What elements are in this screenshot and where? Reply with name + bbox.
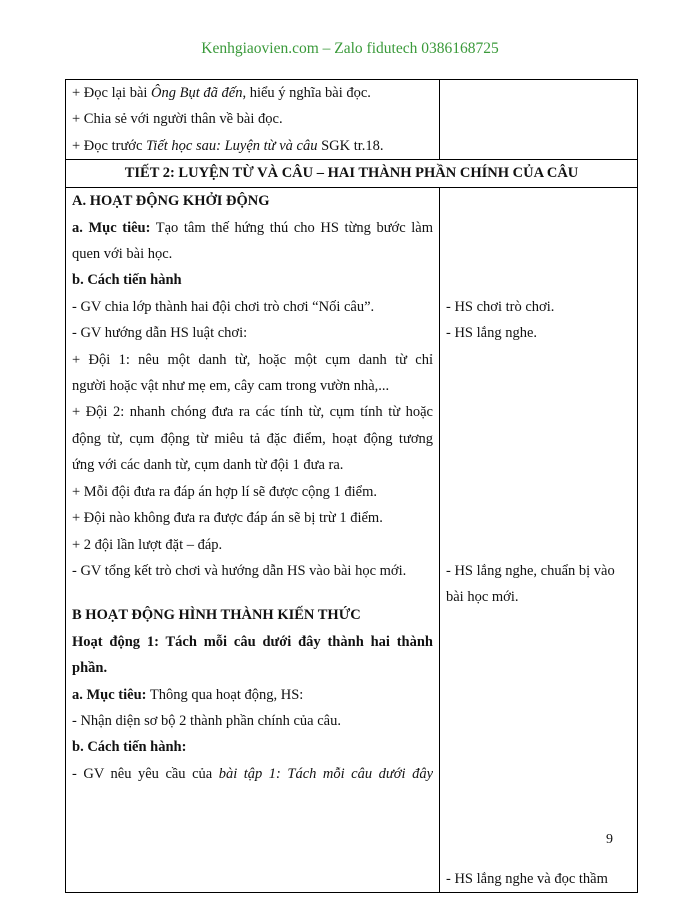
section-a-goal-cont: quen với bài học.: [72, 246, 173, 263]
section-a-line: - GV tổng kết trò chơi và hướng dẫn HS vào bài học mới.: [72, 562, 407, 579]
page-number: 9: [606, 832, 613, 847]
section-a-line: ứng với các danh từ, cụm danh từ đội 1 đưa ra.: [72, 457, 344, 474]
section-a-line: + Đội 2: nhanh chóng đưa ra các tính từ, cụm tính từ hoặc: [72, 404, 433, 421]
section-b-last-line: - GV nêu yêu cầu của bài tập 1: Tách mỗi câu dưới đây: [72, 765, 433, 782]
activity-1-title: Hoạt động 1: Tách mỗi câu dưới đây thành hai thành: [72, 633, 433, 650]
homework-row: [66, 80, 638, 160]
section-a-line: người hoặc vật như mẹ em, cây cam trong vườn nhà,...: [72, 378, 390, 395]
section-a-line: + Đội nào không đưa ra được đáp án sẽ bị trừ 1 điểm.: [72, 510, 383, 527]
section-b-goal-item: - Nhận diện sơ bộ 2 thành phần chính của câu.: [72, 712, 341, 729]
section-a-goal: a. Mục tiêu: Tạo tâm thế hứng thú cho HS từng bước làm: [72, 219, 433, 236]
section-b-heading: B HOẠT ĐỘNG HÌNH THÀNH KIẾN THỨC: [72, 607, 361, 624]
section-a-line: + Mỗi đội đưa ra đáp án hợp lí sẽ được cộng 1 điểm.: [72, 483, 378, 500]
student-read: - HS lắng nghe và đọc thầm: [446, 870, 608, 887]
homework-student-cell: [440, 80, 638, 160]
page-header: Kenhgiaovien.com – Zalo fidutech 0386168725: [201, 40, 499, 57]
lesson-plan-table: [65, 79, 638, 893]
section-a-line: - GV hướng dẫn HS luật chơi:: [72, 325, 248, 342]
section-a-steps-label: b. Cách tiến hành: [72, 272, 182, 289]
spacer: [72, 584, 433, 602]
activity-1-title-cont: phần.: [72, 660, 108, 677]
section-a-line: - GV chia lớp thành hai đội chơi trò chơi “Nối câu”.: [72, 298, 375, 315]
section-b-steps-label: b. Cách tiến hành:: [72, 739, 187, 756]
student-listen: - HS lắng nghe.: [446, 325, 538, 342]
lesson-body-row: [66, 188, 638, 893]
homework-line-3: + Đọc trước Tiết học sau: Luyện từ và câu SGK tr.18.: [72, 137, 384, 154]
section-a-line: động từ, cụm động từ miêu tả đặc điểm, hoạt động tương: [72, 430, 433, 447]
student-ready-cont: bài học mới.: [446, 589, 519, 606]
section-a-line: + Đội 1: nêu một danh từ, hoặc một cụm danh từ chỉ: [72, 351, 433, 368]
lesson-title-row: [66, 160, 638, 188]
teacher-activities-cell: [66, 188, 440, 893]
section-b-goal: a. Mục tiêu: Thông qua hoạt động, HS:: [72, 686, 304, 703]
section-a-heading: A. HOẠT ĐỘNG KHỞI ĐỘNG: [72, 193, 270, 210]
student-activities-cell: [440, 188, 638, 893]
homework-line-1: + Đọc lại bài Ông Bụt đã đến, hiểu ý nghĩa bài đọc.: [72, 85, 371, 101]
homework-cell: [66, 80, 440, 160]
student-play: - HS chơi trò chơi.: [446, 298, 555, 315]
section-a-line: + 2 đội lần lượt đặt – đáp.: [72, 536, 223, 553]
student-ready: - HS lắng nghe, chuẩn bị vào: [446, 562, 615, 579]
homework-line-2: + Chia sẻ với người thân về bài đọc.: [72, 111, 283, 128]
lesson-title: TIẾT 2: LUYỆN TỪ VÀ CÂU – HAI THÀNH PHẦN CHÍNH CỦA CÂU: [66, 160, 638, 188]
